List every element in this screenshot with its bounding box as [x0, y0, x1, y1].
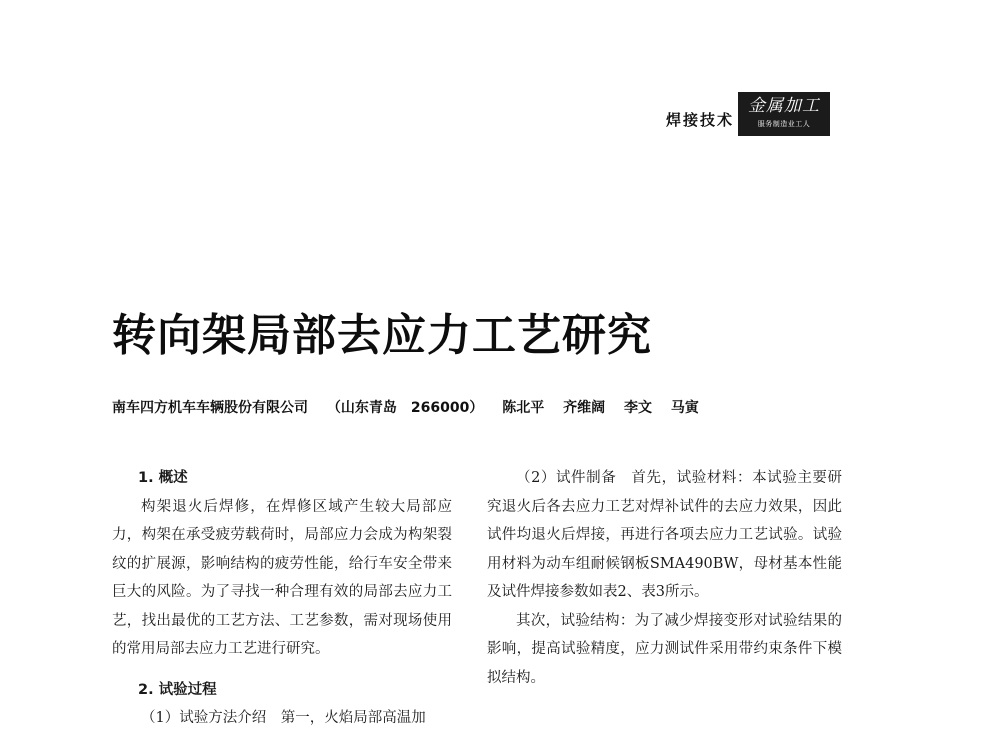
affiliation: 南车四方机车车辆股份有限公司 — [112, 400, 308, 416]
section-heading-test-process: 2. 试验过程 — [138, 681, 217, 698]
byline — [112, 397, 713, 419]
left-column — [112, 464, 452, 733]
location: （山东青岛 266000） — [326, 400, 484, 416]
overview-paragraph: 构架退火后焊修，在焊修区域产生较大局部应力，构架在承受疲劳载荷时，局部应力会成为构架裂纹的扩展源，影响结构的疲劳性能，给行车安全带来巨大的风险。为了寻找一种合理有效的局部去应力工艺，找出最优的工艺方法、工艺参数，需对现场使用的常用局部去应力工艺进行研究。 — [112, 498, 452, 657]
journal-logo-title: 金属加工 — [748, 96, 820, 116]
article-title: 转向架局部去应力工艺研究 — [112, 310, 652, 361]
test-structure-paragraph: 其次，试验结构：为了减少焊接变形对试验结果的影响，提高试验精度，应力测试件采用带约束条件下模拟结构。 — [487, 612, 842, 686]
section-heading-overview: 1. 概述 — [138, 470, 188, 486]
journal-logo — [738, 92, 830, 136]
header-rule — [100, 140, 740, 141]
test-method-paragraph: （1）试验方法介绍 第一，火焰局部高温加 — [141, 710, 426, 726]
right-column — [487, 464, 842, 692]
author: 陈北平 — [502, 400, 545, 416]
journal-section-label: 焊接技术 — [666, 111, 735, 129]
journal-logo-subtitle: 服务制造业工人 — [757, 120, 811, 128]
specimen-preparation-paragraph: （2）试件制备 首先，试验材料：本试验主要研究退火后各去应力工艺对焊补试件的去应力效果，因此试件均退火后焊接，再进行各项去应力工艺试验。试验用材料为动车组耐候钢板SMA490BW，母材基本性能及试件焊接参数如表2、表3所示。 — [487, 470, 842, 600]
author: 李文 — [623, 400, 652, 416]
author: 马寅 — [670, 400, 699, 416]
author: 齐维阔 — [563, 400, 606, 416]
